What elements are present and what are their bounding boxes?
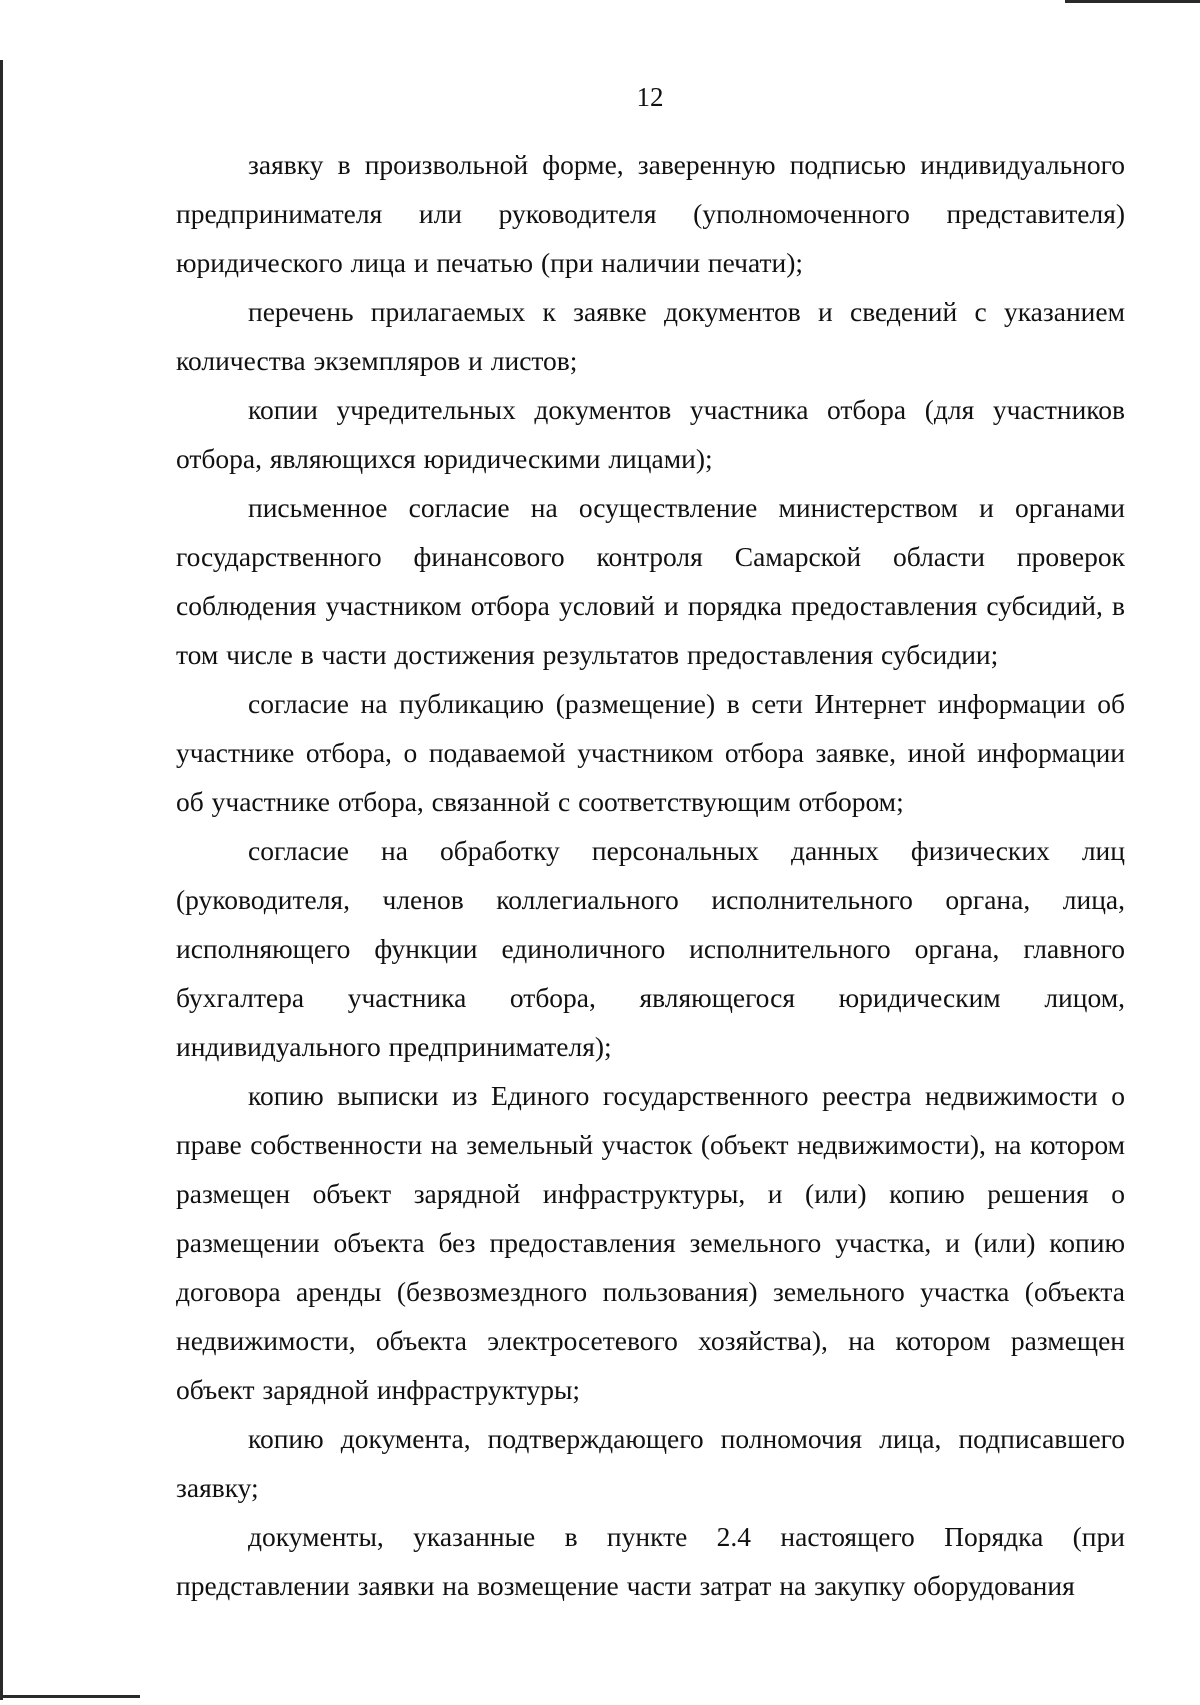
page-number: 12	[636, 82, 664, 112]
paragraph-inspection-consent: письменное согласие на осуществление министерством и органами государственного финансового контроля Самарской области проверок соблюдения участником отбора условий и порядка предоставления субсидий, в том числе в части достижения результатов предоставления субсидии;	[176, 492, 1125, 670]
paragraph-documents-list: перечень прилагаемых к заявке документов и сведений с указанием количества экземпляров и листов;	[176, 296, 1125, 376]
paragraph-personal-data-consent: согласие на обработку персональных данных физических лиц (руководителя, членов коллегиального исполнительного органа, лица, исполняющего функции единоличного исполнительного органа, главного бухгалтера участника отбора, являющегося юридическим лицом, индивидуального предпринимателя);	[176, 835, 1125, 1062]
paragraph-authority-document: копию документа, подтверждающего полномочия лица, подписавшего заявку;	[176, 1423, 1125, 1503]
paragraph-founding-documents: копии учредительных документов участника отбора (для участников отбора, являющихся юридическими лицами);	[176, 394, 1125, 474]
scan-border-top	[1065, 0, 1200, 3]
paragraph-property-registry-extract: копию выписки из Единого государственного реестра недвижимости о праве собственности на земельный участок (объект недвижимости), на котором размещен объект зарядной инфраструктуры, и (или) копию решения о размещении объекта без предоставления земельного участка, и (или) копию договора аренды (безвозмездного пользования) земельного участка (объекта недвижимости, объекта электросетевого хозяйства), на котором размещен объект зарядной инфраструктуры;	[176, 1080, 1125, 1405]
scan-border-bottom	[0, 1695, 140, 1698]
paragraph-application-form: заявку в произвольной форме, заверенную подписью индивидуального предпринимателя или руководителя (уполномоченного представителя) юридического лица и печатью (при наличии печати);	[176, 149, 1125, 278]
scan-border-left	[0, 60, 3, 1700]
paragraph-publication-consent: согласие на публикацию (размещение) в сети Интернет информации об участнике отбора, о подаваемой участником отбора заявке, иной информации об участнике отбора, связанной с соответствующим отбором;	[176, 688, 1125, 817]
paragraph-section-2-4-documents: документы, указанные в пункте 2.4 настоящего Порядка (при представлении заявки на возмещение части затрат на закупку оборудования	[176, 1521, 1125, 1601]
document-body	[176, 140, 1125, 1610]
